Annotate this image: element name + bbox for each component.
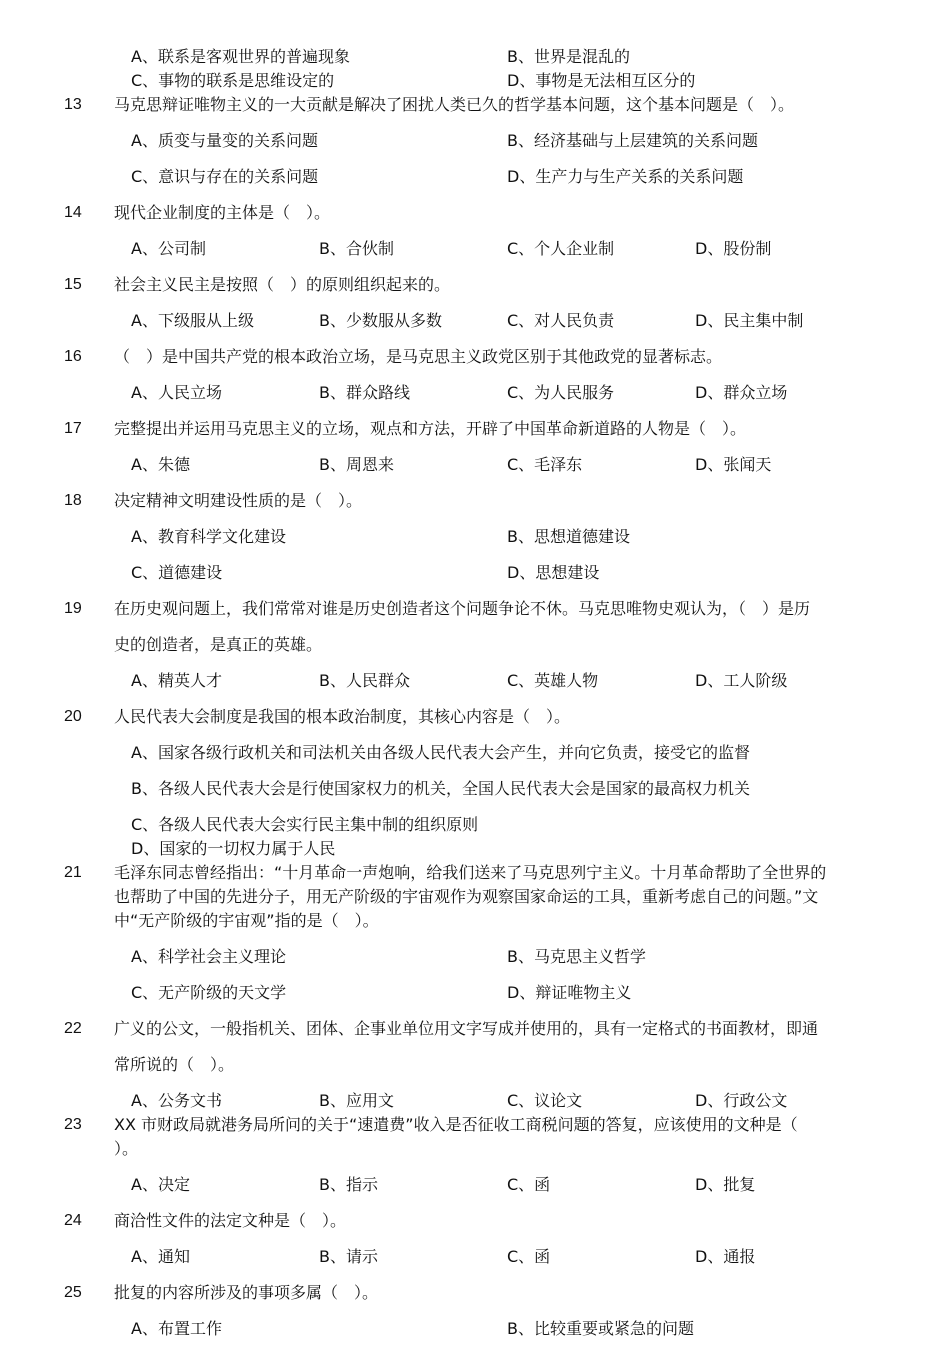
option-c: C、为人民服务 — [507, 383, 615, 402]
option-b: B、指示 — [319, 1175, 378, 1194]
option-b: B、人民群众 — [319, 671, 410, 690]
option-b: B、周恩来 — [319, 455, 394, 474]
option-a: A、下级服从上级 — [131, 311, 254, 330]
option-b: B、经济基础与上层建筑的关系问题 — [507, 131, 758, 150]
question-text: （ ）是中国共产党的根本政治立场，是马克思主义政党区别于其他政党的显著标志。 — [114, 347, 723, 366]
question-number: 14 — [64, 204, 82, 221]
option-a: A、布置工作 — [131, 1319, 222, 1338]
question-text-line-1: 毛泽东同志曾经指出：“十月革命一声炮响，给我们送来了马克思列宁主义。十月革命帮助了全世界的 — [114, 863, 827, 882]
option-b: B、群众路线 — [319, 383, 410, 402]
option-b: B、应用文 — [319, 1091, 394, 1110]
option-d: D、群众立场 — [695, 383, 788, 402]
option-a: A、公务文书 — [131, 1091, 222, 1110]
option-d: D、民主集中制 — [695, 311, 804, 330]
option-d: D、通报 — [695, 1247, 756, 1266]
question-text: 社会主义民主是按照（ ）的原则组织起来的。 — [114, 275, 451, 294]
option-a: A、通知 — [131, 1247, 190, 1266]
question-text-line-2: ）。 — [114, 1139, 139, 1158]
option-b: B、马克思主义哲学 — [507, 947, 646, 966]
question-text-line-2: 史的创造者，是真正的英雄。 — [114, 635, 323, 654]
option-a: A、国家各级行政机关和司法机关由各级人民代表大会产生，并向它负责，接受它的监督 — [131, 743, 750, 762]
question-number: 19 — [64, 600, 82, 617]
option-b: B、思想道德建设 — [507, 527, 630, 546]
question-number: 24 — [64, 1212, 82, 1229]
option-d: D、辩证唯物主义 — [507, 983, 632, 1002]
option-c: C、事物的联系是思维设定的 — [131, 71, 335, 90]
question-number: 16 — [64, 348, 82, 365]
option-a: A、精英人才 — [131, 671, 222, 690]
option-d: D、思想建设 — [507, 563, 600, 582]
question-text: 完整提出并运用马克思主义的立场，观点和方法，开辟了中国革命新道路的人物是（ ）。 — [114, 419, 747, 438]
option-d: D、事物是无法相互区分的 — [507, 71, 696, 90]
question-text-line-2: 常所说的（ ）。 — [114, 1055, 235, 1074]
option-a: A、朱德 — [131, 455, 190, 474]
option-b: B、比较重要或紧急的问题 — [507, 1319, 694, 1338]
question-number: 18 — [64, 492, 82, 509]
option-c: C、个人企业制 — [507, 239, 615, 258]
option-b: B、各级人民代表大会是行使国家权力的机关，全国人民代表大会是国家的最高权力机关 — [131, 779, 750, 798]
option-c: C、毛泽东 — [507, 455, 583, 474]
question-number: 17 — [64, 420, 82, 437]
option-a: A、人民立场 — [131, 383, 222, 402]
option-c: C、函 — [507, 1247, 551, 1266]
option-c: C、对人民负责 — [507, 311, 615, 330]
option-d: D、股份制 — [695, 239, 772, 258]
option-a: A、决定 — [131, 1175, 190, 1194]
question-text: 批复的内容所涉及的事项多属（ ）。 — [114, 1283, 379, 1302]
question-number: 23 — [64, 1116, 82, 1133]
question-number: 13 — [64, 96, 82, 113]
option-b: B、世界是混乱的 — [507, 47, 630, 66]
option-c: C、议论文 — [507, 1091, 583, 1110]
option-a: A、教育科学文化建设 — [131, 527, 286, 546]
question-text-line-1: XX 市财政局就港务局所问的关于“速遣费”收入是否征收工商税问题的答复，应该使用的文种是（ — [114, 1115, 798, 1134]
option-c: C、无产阶级的天文学 — [131, 983, 287, 1002]
question-text-line-1: 在历史观问题上，我们常常对谁是历史创造者这个问题争论不休。马克思唯物史观认为，（ ）是历 — [114, 599, 811, 618]
question-text: 决定精神文明建设性质的是（ ）。 — [114, 491, 363, 510]
option-c: C、道德建设 — [131, 563, 223, 582]
option-a: A、质变与量变的关系问题 — [131, 131, 318, 150]
question-number: 20 — [64, 708, 82, 725]
option-d: D、行政公文 — [695, 1091, 788, 1110]
question-number: 21 — [64, 864, 82, 881]
question-text-line-1: 广义的公文，一般指机关、团体、企事业单位用文字写成并使用的，具有一定格式的书面教材，即通 — [114, 1019, 819, 1038]
option-c: C、英雄人物 — [507, 671, 599, 690]
option-d: D、国家的一切权力属于人民 — [131, 839, 336, 858]
question-text: 马克思辩证唯物主义的一大贡献是解决了困扰人类已久的哲学基本问题，这个基本问题是（ ）。 — [114, 95, 795, 114]
question-text: 人民代表大会制度是我国的根本政治制度，其核心内容是（ ）。 — [114, 707, 571, 726]
option-c: C、各级人民代表大会实行民主集中制的组织原则 — [131, 815, 479, 834]
question-text: 现代企业制度的主体是（ ）。 — [114, 203, 331, 222]
option-b: B、合伙制 — [319, 239, 394, 258]
question-text-line-2: 也帮助了中国的先进分子，用无产阶级的宇宙观作为观察国家命运的工具，重新考虑自己的问题。”文 — [114, 887, 819, 906]
option-c: C、函 — [507, 1175, 551, 1194]
option-c: C、意识与存在的关系问题 — [131, 167, 319, 186]
question-number: 15 — [64, 276, 82, 293]
option-a: A、联系是客观世界的普遍现象 — [131, 47, 350, 66]
option-d: D、张闻天 — [695, 455, 772, 474]
question-number: 22 — [64, 1020, 82, 1037]
option-a: A、科学社会主义理论 — [131, 947, 286, 966]
question-number: 25 — [64, 1284, 82, 1301]
option-b: B、少数服从多数 — [319, 311, 442, 330]
option-a: A、公司制 — [131, 239, 206, 258]
option-d: D、工人阶级 — [695, 671, 788, 690]
question-text: 商洽性文件的法定文种是（ ）。 — [114, 1211, 347, 1230]
question-text-line-3: 中“无产阶级的宇宙观”指的是（ ）。 — [114, 911, 379, 930]
option-d: D、生产力与生产关系的关系问题 — [507, 167, 744, 186]
option-b: B、请示 — [319, 1247, 378, 1266]
option-d: D、批复 — [695, 1175, 756, 1194]
